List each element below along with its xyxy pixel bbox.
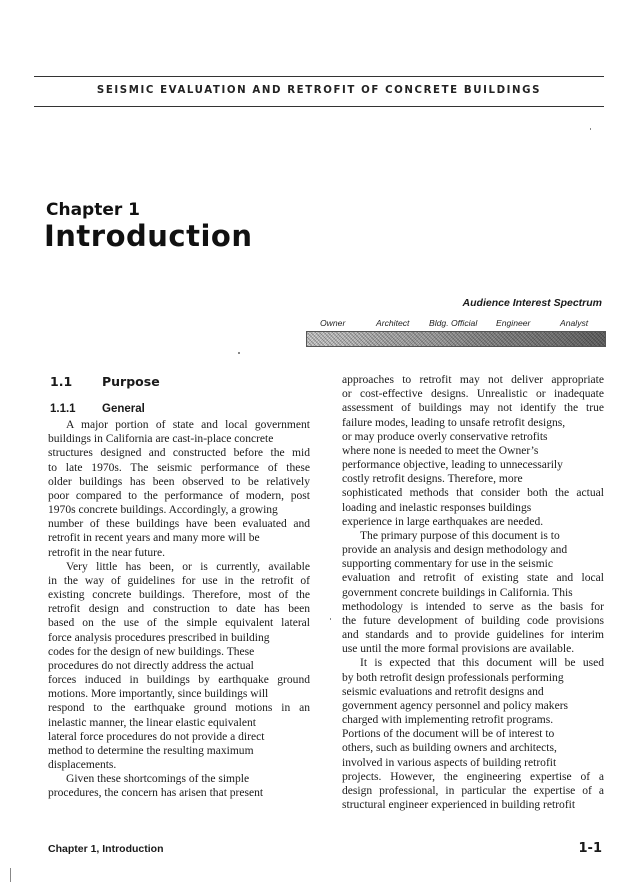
body-line: Portions of the document will be of interest to (342, 728, 555, 741)
body-line: number of these buildings have been evaluated and (48, 518, 310, 531)
scan-speck (238, 352, 240, 354)
body-line: forces induced in buildings by earthquake ground (48, 674, 310, 687)
body-column-left (48, 418, 310, 801)
audience-spectrum-title: Audience Interest Spectrum (462, 297, 602, 309)
body-line: methodology is intended to serve as the basis for (342, 600, 604, 613)
body-line: structures designed and constructed before the mid (48, 447, 310, 460)
page-number: 1-1 (578, 841, 602, 856)
header-rule-top (34, 76, 604, 77)
body-line: existing concrete buildings. Therefore, most of the (48, 589, 310, 602)
body-line: structural engineer experienced in building retrofit (342, 799, 576, 812)
body-line: procedures do not directly address the actual (48, 659, 254, 672)
subsection-title: General (102, 403, 145, 415)
body-line: Very little has been, or is currently, available (66, 560, 310, 573)
body-line: displacements. (48, 759, 117, 772)
body-line: by both retrofit design professionals performing (342, 671, 564, 684)
body-line: others, such as building owners and architects, (342, 742, 557, 755)
audience-label-owner: Owner (320, 318, 346, 328)
body-line: A major portion of state and local government (66, 419, 310, 431)
body-line: costly retrofit designs. Therefore, more (342, 473, 523, 486)
body-line: respond to the earthquake ground motions in an (48, 702, 310, 715)
body-line: where none is needed to meet the Owner’s (342, 444, 539, 457)
body-line: projects. However, the engineering expertise of a (342, 770, 604, 783)
body-line: buildings in California are cast-in-place concrete (48, 433, 274, 446)
body-line: government concrete buildings in California. This (342, 586, 573, 599)
scan-speck (590, 128, 591, 130)
body-line: experience in large earthquakes are needed. (342, 515, 544, 528)
body-line: motions. More importantly, since buildings will (48, 688, 269, 701)
body-line: codes for the design of new buildings. These (48, 645, 255, 658)
body-line: force analysis procedures prescribed in building (48, 631, 270, 644)
scan-speck (10, 868, 11, 882)
body-line: design professional, in particular the expertise of a (342, 784, 604, 797)
body-line: approaches to retrofit may not deliver appropriate (342, 374, 604, 386)
body-line: charged with implementing retrofit programs. (342, 714, 554, 727)
section-title: Purpose (102, 374, 160, 389)
subsection-number: 1.1.1 (50, 403, 76, 415)
body-line: Given these shortcomings of the simple (66, 773, 250, 786)
body-line: 1970s concrete buildings. Accordingly, a growing (48, 504, 278, 517)
body-line: retrofit in recent years and many more will be (48, 532, 260, 545)
footer-chapter-label: Chapter 1, Introduction (48, 843, 164, 855)
body-line: procedures, the concern has arisen that present (48, 787, 264, 800)
body-line: retrofit in the near future. (48, 546, 166, 559)
body-line: supporting commentary for use in the seismic (342, 558, 554, 571)
body-line: lateral force procedures do not provide a direct (48, 730, 265, 743)
section-number: 1.1 (50, 374, 73, 389)
running-head: SEISMIC EVALUATION AND RETROFIT OF CONCRETE BUILDINGS (96, 85, 542, 96)
scan-speck (330, 618, 331, 620)
body-line: or cost-effective designs. Unrealistic or inadequate (342, 388, 604, 401)
body-line: sophisticated methods that consider both the actual (342, 487, 604, 500)
body-line: older buildings has been observed to be relatively (48, 475, 310, 488)
body-line: use until the more formal provisions are available. (342, 643, 575, 656)
body-line: It is expected that this document will be used (360, 657, 604, 670)
body-line: and standards and to provide guidelines for interim (342, 629, 604, 642)
audience-label-analyst: Analyst (560, 318, 589, 328)
audience-spectrum-fill (307, 332, 605, 346)
body-line: provide an analysis and design methodology and (342, 544, 568, 557)
body-line: in the way of guidelines for use in the retrofit of (48, 574, 310, 587)
body-line: The primary purpose of this document is to (360, 529, 560, 542)
chapter-title: Introduction (44, 219, 253, 253)
body-column-right (342, 373, 604, 812)
body-line: based on the use of the simple equivalent lateral (48, 617, 310, 630)
body-line: government agency personnel and policy makers (342, 699, 569, 712)
body-line: or may produce overly conservative retrofits (342, 430, 548, 443)
body-line: to late 1970s. The seismic performance of these (48, 461, 310, 474)
body-line: method to determine the resulting maximum (48, 744, 254, 757)
body-line: the future development of building code provisions (342, 614, 604, 627)
body-line: seismic evaluations and retrofit designs and (342, 685, 544, 698)
body-line: failure modes, leading to unsafe retrofit designs, (342, 416, 566, 429)
body-line: performance objective, leading to unnecessarily (342, 459, 563, 472)
audience-spectrum-bar (306, 331, 606, 347)
chapter-label: Chapter 1 (46, 200, 141, 220)
body-line: involved in various aspects of building retrofit (342, 756, 557, 769)
header-rule-bottom (34, 106, 604, 107)
body-line: poor compared to the performance of modern, post (48, 489, 310, 502)
audience-label-bldg-official: Bldg. Official (429, 318, 478, 328)
body-line: retrofit design and construction to date has been (48, 603, 310, 616)
audience-label-architect: Architect (376, 318, 410, 328)
body-line: inelastic manner, the linear elastic equivalent (48, 716, 256, 729)
audience-spectrum-labels (318, 318, 603, 332)
body-line: loading and inelastic responses buildings (342, 501, 532, 514)
body-line: evaluation and retrofit of existing state and local (342, 572, 604, 585)
audience-label-engineer: Engineer (496, 318, 531, 328)
body-line: assessment of buildings may not identify the true (342, 402, 604, 415)
